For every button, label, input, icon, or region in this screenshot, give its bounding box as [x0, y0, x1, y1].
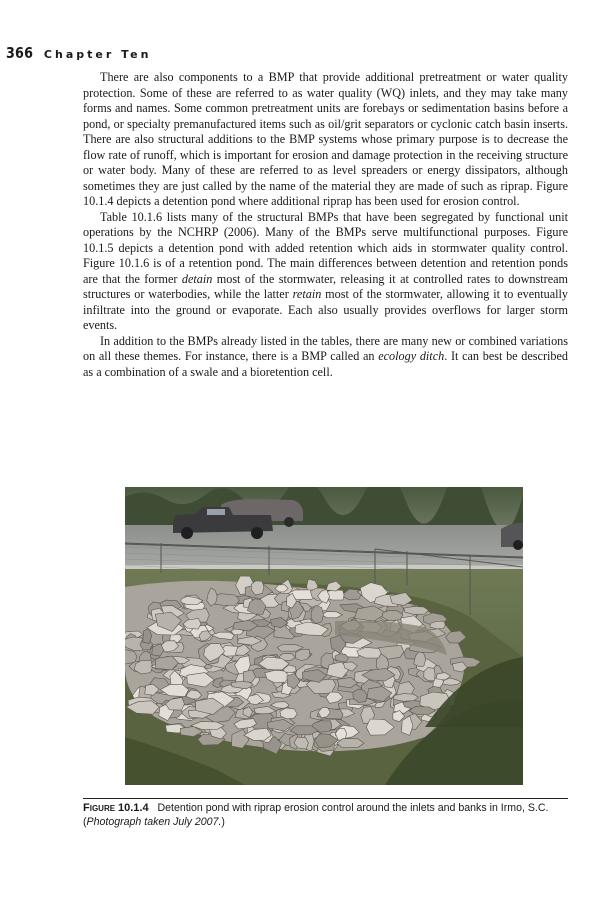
page-number: 366 [6, 44, 34, 62]
paragraph-text: There are also components to a BMP that provide additional pretreatment or water quality protection. Some of these are referred to as water quality (WQ) inlets, and they may take many forms and names. Some common pretreatment units are forebays or sedimentation basins before a pond, or specialty premanufactured items such as oil/grit separators or cyclonic catch basin inserts. There are also structural additions to the BMP systems whose primary purpose is to decrease the flow rate of runoff, which is important for erosion and damage protection in the receiving structure or water body. Many of these are referred to as level spreaders or energy dissipators, although sometimes they are just called by the name of the material they are made of such as riprap. Figure 10.1.4 depicts a detention pond where additional riprap has been used for erosion control. [83, 70, 568, 208]
caption-text: Detention pond with riprap erosion control around the inlets and banks in Irmo, S.C. ( [83, 802, 549, 828]
figure-label-word: Figure [83, 802, 116, 814]
paragraph-text: In addition to the BMPs already listed in the tables, there are many new or combined variations on all these themes. For instance, there is a BMP called an [83, 333, 568, 363]
body-paragraph [83, 210, 568, 334]
paragraph-text: . It can best be described as a combination of a swale and a bioretention cell. [83, 349, 568, 379]
figure-label-number: 10.1.4 [118, 802, 149, 814]
body-paragraph [83, 70, 568, 210]
emphasis-text: retain [292, 287, 322, 301]
caption-close: ) [221, 816, 225, 828]
paragraph-text: most of the stormwater, releasing it at controlled rates to downstream structures or waterbodies, while the latter [83, 271, 569, 301]
detention-pond-photo [125, 487, 523, 785]
paragraph-text: Table 10.1.6 lists many of the structural BMPs that have been segregated by functional unit operations by the NCHRP (2006). Many of the BMPs serve multifunctional purposes. Figure 10.1.5 depicts a detention pond with added retention which aids in stormwater quality control. Figure 10.1.6 is of a retention pond. The main differences between detention and retention ponds are that the former [83, 209, 568, 286]
emphasis-text: ecology ditch [378, 349, 445, 363]
rock [280, 708, 297, 719]
body-paragraph [83, 334, 568, 381]
caption-italic: Photograph taken July 2007. [86, 816, 222, 828]
page-header [6, 44, 151, 62]
rock [393, 694, 418, 702]
figure-photograph [125, 487, 523, 785]
figure-caption [83, 801, 568, 829]
body-text [83, 70, 568, 380]
paragraph-text: most of the stormwater, allowing it to eventually infiltrate into the ground or evaporate. Each also usually provides overflows for larger storm events. [83, 287, 568, 332]
caption-rule [83, 798, 568, 799]
rock [337, 739, 364, 748]
rock [404, 607, 429, 615]
chapter-title: Chapter Ten [43, 48, 152, 61]
emphasis-text: detain [181, 271, 213, 286]
